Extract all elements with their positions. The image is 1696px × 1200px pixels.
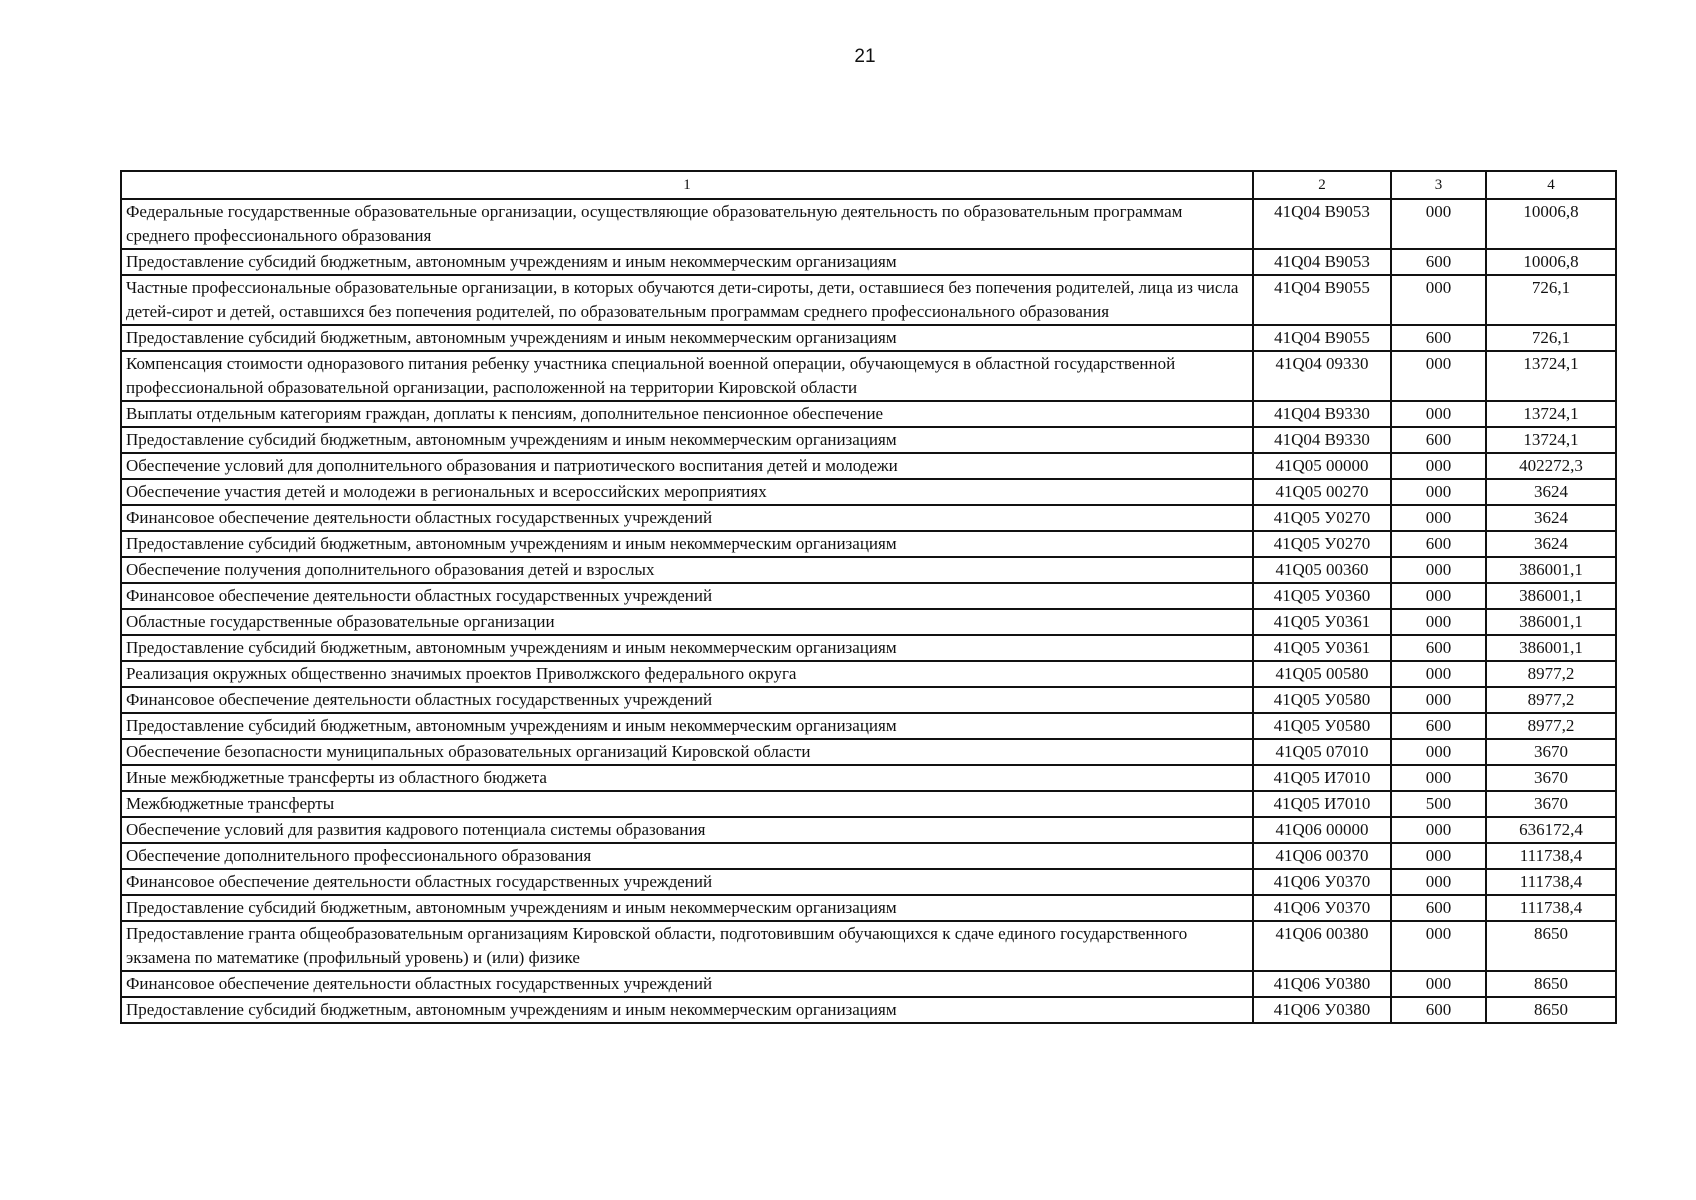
row-code: 41Q06 У0380 (1253, 971, 1391, 997)
row-code: 41Q06 00380 (1253, 921, 1391, 971)
row-code: 41Q06 00000 (1253, 817, 1391, 843)
table-row (121, 557, 1616, 583)
row-type: 600 (1391, 427, 1486, 453)
row-type: 000 (1391, 401, 1486, 427)
row-name: Предоставление субсидий бюджетным, автономным учреждениям и иным некоммерческим организациям (121, 713, 1253, 739)
row-code: 41Q05 У0361 (1253, 635, 1391, 661)
table-row (121, 199, 1616, 249)
row-amount: 3670 (1486, 765, 1616, 791)
row-code: 41Q06 У0380 (1253, 997, 1391, 1023)
table-row (121, 921, 1616, 971)
row-name: Предоставление субсидий бюджетным, автономным учреждениям и иным некоммерческим организациям (121, 895, 1253, 921)
table-row (121, 325, 1616, 351)
row-type: 000 (1391, 817, 1486, 843)
header-col-2: 2 (1253, 171, 1391, 199)
row-name: Обеспечение безопасности муниципальных образовательных организаций Кировской области (121, 739, 1253, 765)
row-type: 000 (1391, 765, 1486, 791)
row-type: 000 (1391, 557, 1486, 583)
row-type: 000 (1391, 921, 1486, 971)
row-code: 41Q05 И7010 (1253, 765, 1391, 791)
row-name: Областные государственные образовательные организации (121, 609, 1253, 635)
row-code: 41Q06 У0370 (1253, 895, 1391, 921)
row-name: Выплаты отдельным категориям граждан, доплаты к пенсиям, дополнительное пенсионное обеспечение (121, 401, 1253, 427)
table-row (121, 843, 1616, 869)
row-type: 000 (1391, 869, 1486, 895)
row-type: 600 (1391, 997, 1486, 1023)
row-code: 41Q04 B9055 (1253, 325, 1391, 351)
row-code: 41Q05 07010 (1253, 739, 1391, 765)
table-row (121, 249, 1616, 275)
table-row (121, 713, 1616, 739)
row-amount: 13724,1 (1486, 351, 1616, 401)
header-row (121, 171, 1616, 199)
table-row (121, 453, 1616, 479)
row-type: 000 (1391, 843, 1486, 869)
row-amount: 386001,1 (1486, 635, 1616, 661)
row-amount: 3624 (1486, 531, 1616, 557)
row-amount: 3670 (1486, 739, 1616, 765)
row-code: 41Q04 09330 (1253, 351, 1391, 401)
row-name: Финансовое обеспечение деятельности областных государственных учреждений (121, 687, 1253, 713)
row-amount: 8977,2 (1486, 713, 1616, 739)
row-amount: 10006,8 (1486, 249, 1616, 275)
table-row (121, 583, 1616, 609)
row-amount: 111738,4 (1486, 869, 1616, 895)
table-row (121, 765, 1616, 791)
row-code: 41Q04 B9330 (1253, 401, 1391, 427)
row-code: 41Q06 00370 (1253, 843, 1391, 869)
row-code: 41Q04 B9055 (1253, 275, 1391, 325)
row-amount: 13724,1 (1486, 427, 1616, 453)
row-amount: 402272,3 (1486, 453, 1616, 479)
table-body (121, 199, 1616, 1023)
row-type: 000 (1391, 661, 1486, 687)
row-amount: 8650 (1486, 921, 1616, 971)
row-amount: 13724,1 (1486, 401, 1616, 427)
table-row (121, 351, 1616, 401)
row-type: 000 (1391, 609, 1486, 635)
table-row (121, 479, 1616, 505)
row-name: Предоставление субсидий бюджетным, автономным учреждениям и иным некоммерческим организациям (121, 427, 1253, 453)
header-col-1: 1 (121, 171, 1253, 199)
row-amount: 3624 (1486, 479, 1616, 505)
row-code: 41Q06 У0370 (1253, 869, 1391, 895)
table-row (121, 275, 1616, 325)
row-code: 41Q05 У0360 (1253, 583, 1391, 609)
table-row (121, 869, 1616, 895)
row-code: 41Q05 00000 (1253, 453, 1391, 479)
row-name: Предоставление гранта общеобразовательным организациям Кировской области, подготовившим обучающихся к сдаче единого государственного экзамена по математике (профильный уровень) и (или) физике (121, 921, 1253, 971)
row-name: Реализация окружных общественно значимых проектов Приволжского федерального округа (121, 661, 1253, 687)
row-name: Федеральные государственные образовательные организации, осуществляющие образовательную деятельность по образовательным программам среднего профессионального образования (121, 199, 1253, 249)
row-code: 41Q05 00270 (1253, 479, 1391, 505)
row-type: 000 (1391, 479, 1486, 505)
row-name: Предоставление субсидий бюджетным, автономным учреждениям и иным некоммерческим организациям (121, 531, 1253, 557)
page-number: 21 (854, 46, 876, 67)
table-row (121, 531, 1616, 557)
row-amount: 636172,4 (1486, 817, 1616, 843)
row-amount: 8977,2 (1486, 661, 1616, 687)
row-code: 41Q05 00580 (1253, 661, 1391, 687)
row-type: 600 (1391, 713, 1486, 739)
row-amount: 10006,8 (1486, 199, 1616, 249)
row-name: Компенсация стоимости одноразового питания ребенку участника специальной военной операции, обучающемуся в областной государственной профессиональной образовательной организации, расположенной на территории Кировской области (121, 351, 1253, 401)
row-name: Обеспечение условий для дополнительного образования и патриотического воспитания детей и молодежи (121, 453, 1253, 479)
row-amount: 8650 (1486, 971, 1616, 997)
row-amount: 111738,4 (1486, 895, 1616, 921)
row-code: 41Q05 У0270 (1253, 505, 1391, 531)
table-row (121, 401, 1616, 427)
row-type: 600 (1391, 249, 1486, 275)
row-type: 000 (1391, 739, 1486, 765)
row-type: 600 (1391, 635, 1486, 661)
table-row (121, 661, 1616, 687)
row-name: Обеспечение дополнительного профессионального образования (121, 843, 1253, 869)
row-name: Частные профессиональные образовательные организации, в которых обучаются дети-сироты, дети, оставшиеся без попечения родителей, лица из числа детей-сирот и детей, оставшихся без попечения родителей, по образовательным программам среднего профессионального образования (121, 275, 1253, 325)
row-type: 000 (1391, 199, 1486, 249)
row-name: Предоставление субсидий бюджетным, автономным учреждениям и иным некоммерческим организациям (121, 325, 1253, 351)
row-code: 41Q04 B9330 (1253, 427, 1391, 453)
table-row (121, 687, 1616, 713)
row-type: 000 (1391, 351, 1486, 401)
row-name: Финансовое обеспечение деятельности областных государственных учреждений (121, 505, 1253, 531)
row-code: 41Q05 И7010 (1253, 791, 1391, 817)
table-row (121, 997, 1616, 1023)
table-row (121, 427, 1616, 453)
row-code: 41Q05 У0580 (1253, 713, 1391, 739)
row-name: Предоставление субсидий бюджетным, автономным учреждениям и иным некоммерческим организациям (121, 997, 1253, 1023)
row-amount: 3624 (1486, 505, 1616, 531)
row-amount: 726,1 (1486, 275, 1616, 325)
table-row (121, 971, 1616, 997)
row-name: Иные межбюджетные трансферты из областного бюджета (121, 765, 1253, 791)
row-name: Предоставление субсидий бюджетным, автономным учреждениям и иным некоммерческим организациям (121, 635, 1253, 661)
row-code: 41Q05 У0270 (1253, 531, 1391, 557)
header-col-3: 3 (1391, 171, 1486, 199)
budget-table (120, 170, 1617, 1024)
row-amount: 386001,1 (1486, 583, 1616, 609)
row-name: Обеспечение условий для развития кадрового потенциала системы образования (121, 817, 1253, 843)
row-code: 41Q05 У0361 (1253, 609, 1391, 635)
table-row (121, 791, 1616, 817)
row-type: 500 (1391, 791, 1486, 817)
row-type: 000 (1391, 453, 1486, 479)
row-name: Межбюджетные трансферты (121, 791, 1253, 817)
row-type: 600 (1391, 325, 1486, 351)
row-type: 600 (1391, 531, 1486, 557)
table-row (121, 895, 1616, 921)
row-type: 000 (1391, 583, 1486, 609)
row-type: 000 (1391, 687, 1486, 713)
row-type: 000 (1391, 971, 1486, 997)
row-type: 000 (1391, 505, 1486, 531)
table-row (121, 739, 1616, 765)
row-amount: 726,1 (1486, 325, 1616, 351)
row-code: 41Q04 B9053 (1253, 249, 1391, 275)
row-code: 41Q05 У0580 (1253, 687, 1391, 713)
row-amount: 8977,2 (1486, 687, 1616, 713)
table-row (121, 609, 1616, 635)
row-type: 000 (1391, 275, 1486, 325)
row-name: Финансовое обеспечение деятельности областных государственных учреждений (121, 583, 1253, 609)
row-code: 41Q05 00360 (1253, 557, 1391, 583)
row-amount: 111738,4 (1486, 843, 1616, 869)
header-col-4: 4 (1486, 171, 1616, 199)
table-row (121, 635, 1616, 661)
row-name: Обеспечение участия детей и молодежи в региональных и всероссийских мероприятиях (121, 479, 1253, 505)
row-code: 41Q04 B9053 (1253, 199, 1391, 249)
table-row (121, 505, 1616, 531)
row-name: Обеспечение получения дополнительного образования детей и взрослых (121, 557, 1253, 583)
row-name: Финансовое обеспечение деятельности областных государственных учреждений (121, 869, 1253, 895)
row-amount: 386001,1 (1486, 557, 1616, 583)
table-row (121, 817, 1616, 843)
row-name: Предоставление субсидий бюджетным, автономным учреждениям и иным некоммерческим организациям (121, 249, 1253, 275)
row-amount: 8650 (1486, 997, 1616, 1023)
row-amount: 3670 (1486, 791, 1616, 817)
row-name: Финансовое обеспечение деятельности областных государственных учреждений (121, 971, 1253, 997)
row-type: 600 (1391, 895, 1486, 921)
row-amount: 386001,1 (1486, 609, 1616, 635)
